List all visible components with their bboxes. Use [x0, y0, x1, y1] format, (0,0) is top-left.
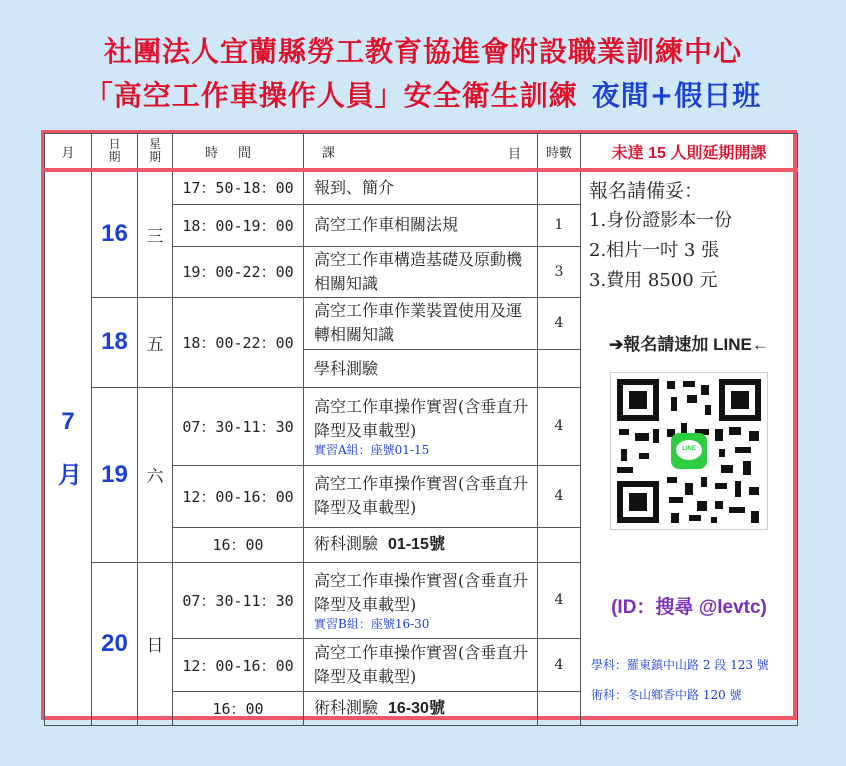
weekday-cell: 三 [138, 170, 173, 297]
course-cell: 高空工作車操作實習(含垂直升降型及車載型) [304, 465, 538, 527]
date-cell: 19 [92, 388, 138, 563]
line-id: (ID：搜尋 @levtc) [611, 597, 767, 618]
course-text: 術科測驗 [314, 698, 379, 717]
course-text: 高空工作車操作實習(含垂直升降型及車載型) [314, 397, 529, 441]
hours-cell: 4 [538, 562, 581, 639]
group-note: 實習B組：座號16-30 [314, 617, 430, 632]
course-cell: 高空工作車構造基礎及原動機相關知識 [304, 246, 538, 297]
course-cell: 學科測驗 [304, 350, 538, 388]
hours-cell [538, 527, 581, 562]
time-cell: 18：00-19：00 [173, 204, 304, 246]
enrollment-notice: 未達 15 人則延期開課 [581, 134, 798, 171]
course-cell [304, 692, 538, 726]
registration-item: 3.費用 8500 元 [589, 270, 718, 291]
address-theory: 學科：羅東鎮中山路 2 段 123 號 [591, 658, 769, 672]
col-month: 月 [45, 134, 92, 171]
center-title: 社團法人宜蘭縣勞工教育協進會附設職業訓練中心 [103, 35, 742, 68]
time-cell: 12：00-16：00 [173, 465, 304, 527]
course-title [0, 74, 846, 114]
group-note: 實習A組：座號01-15 [314, 443, 430, 458]
hours-cell: 1 [538, 204, 581, 246]
col-hours: 時數 [538, 134, 581, 171]
date-cell: 20 [92, 562, 138, 726]
info-panel [581, 170, 798, 726]
table-header [45, 134, 798, 171]
hours-cell: 4 [538, 297, 581, 350]
time-cell: 17：50-18：00 [173, 170, 304, 204]
hours-cell: 4 [538, 465, 581, 527]
time-cell: 07：30-11：30 [173, 388, 304, 466]
course-name: 「高空工作車操作人員」安全衛生訓練 [84, 79, 578, 112]
line-cta: ➔報名請速加 LINE← [609, 335, 769, 354]
date-cell: 16 [92, 170, 138, 297]
course-cell: 高空工作車操作實習(含垂直升降型及車載型) [304, 639, 538, 692]
seat-range: 16-30號 [388, 700, 445, 717]
table-row [45, 170, 798, 204]
course-cell [304, 527, 538, 562]
course-cell [304, 388, 538, 466]
course-cell [304, 562, 538, 639]
weekday-cell: 五 [138, 297, 173, 388]
hours-cell [538, 350, 581, 388]
col-time: 時間 [173, 134, 304, 171]
class-type: 夜間+假日班 [591, 79, 762, 112]
line-badge-label: LINE [682, 446, 696, 452]
time-cell: 18：00-22：00 [173, 297, 304, 388]
course-cell: 高空工作車作業裝置使用及運轉相關知識 [304, 297, 538, 350]
registration-item: 2.相片一吋 3 張 [589, 240, 720, 261]
course-text: 術科測驗 [314, 534, 379, 553]
hours-cell [538, 170, 581, 204]
hours-cell: 4 [538, 639, 581, 692]
hours-cell: 3 [538, 246, 581, 297]
registration-item: 1.身份證影本一份 [589, 210, 733, 231]
time-cell: 19：00-22：00 [173, 246, 304, 297]
time-cell: 16：00 [173, 692, 304, 726]
col-course [304, 134, 538, 171]
date-cell: 18 [92, 297, 138, 388]
address-practice: 術科：冬山鄉香中路 120 號 [591, 688, 742, 702]
weekday-cell: 日 [138, 562, 173, 726]
col-weekday: 星期 [138, 134, 173, 171]
line-qr-code[interactable] [610, 372, 768, 530]
seat-range: 01-15號 [388, 536, 445, 553]
time-cell: 07：30-11：30 [173, 562, 304, 639]
hours-cell: 4 [538, 388, 581, 466]
course-text: 高空工作車操作實習(含垂直升降型及車載型) [314, 571, 529, 615]
col-course-start: 課 [322, 145, 336, 161]
col-date: 日期 [92, 134, 138, 171]
registration-title: 報名請備妥： [589, 180, 704, 202]
month-cell: 7月 [45, 170, 92, 726]
time-cell: 12：00-16：00 [173, 639, 304, 692]
weekday-cell: 六 [138, 388, 173, 563]
hours-cell [538, 692, 581, 726]
time-cell: 16：00 [173, 527, 304, 562]
course-cell: 報到、簡介 [304, 170, 538, 204]
course-cell: 高空工作車相關法規 [304, 204, 538, 246]
col-course-end: 目 [507, 147, 521, 162]
schedule-table [44, 133, 798, 726]
